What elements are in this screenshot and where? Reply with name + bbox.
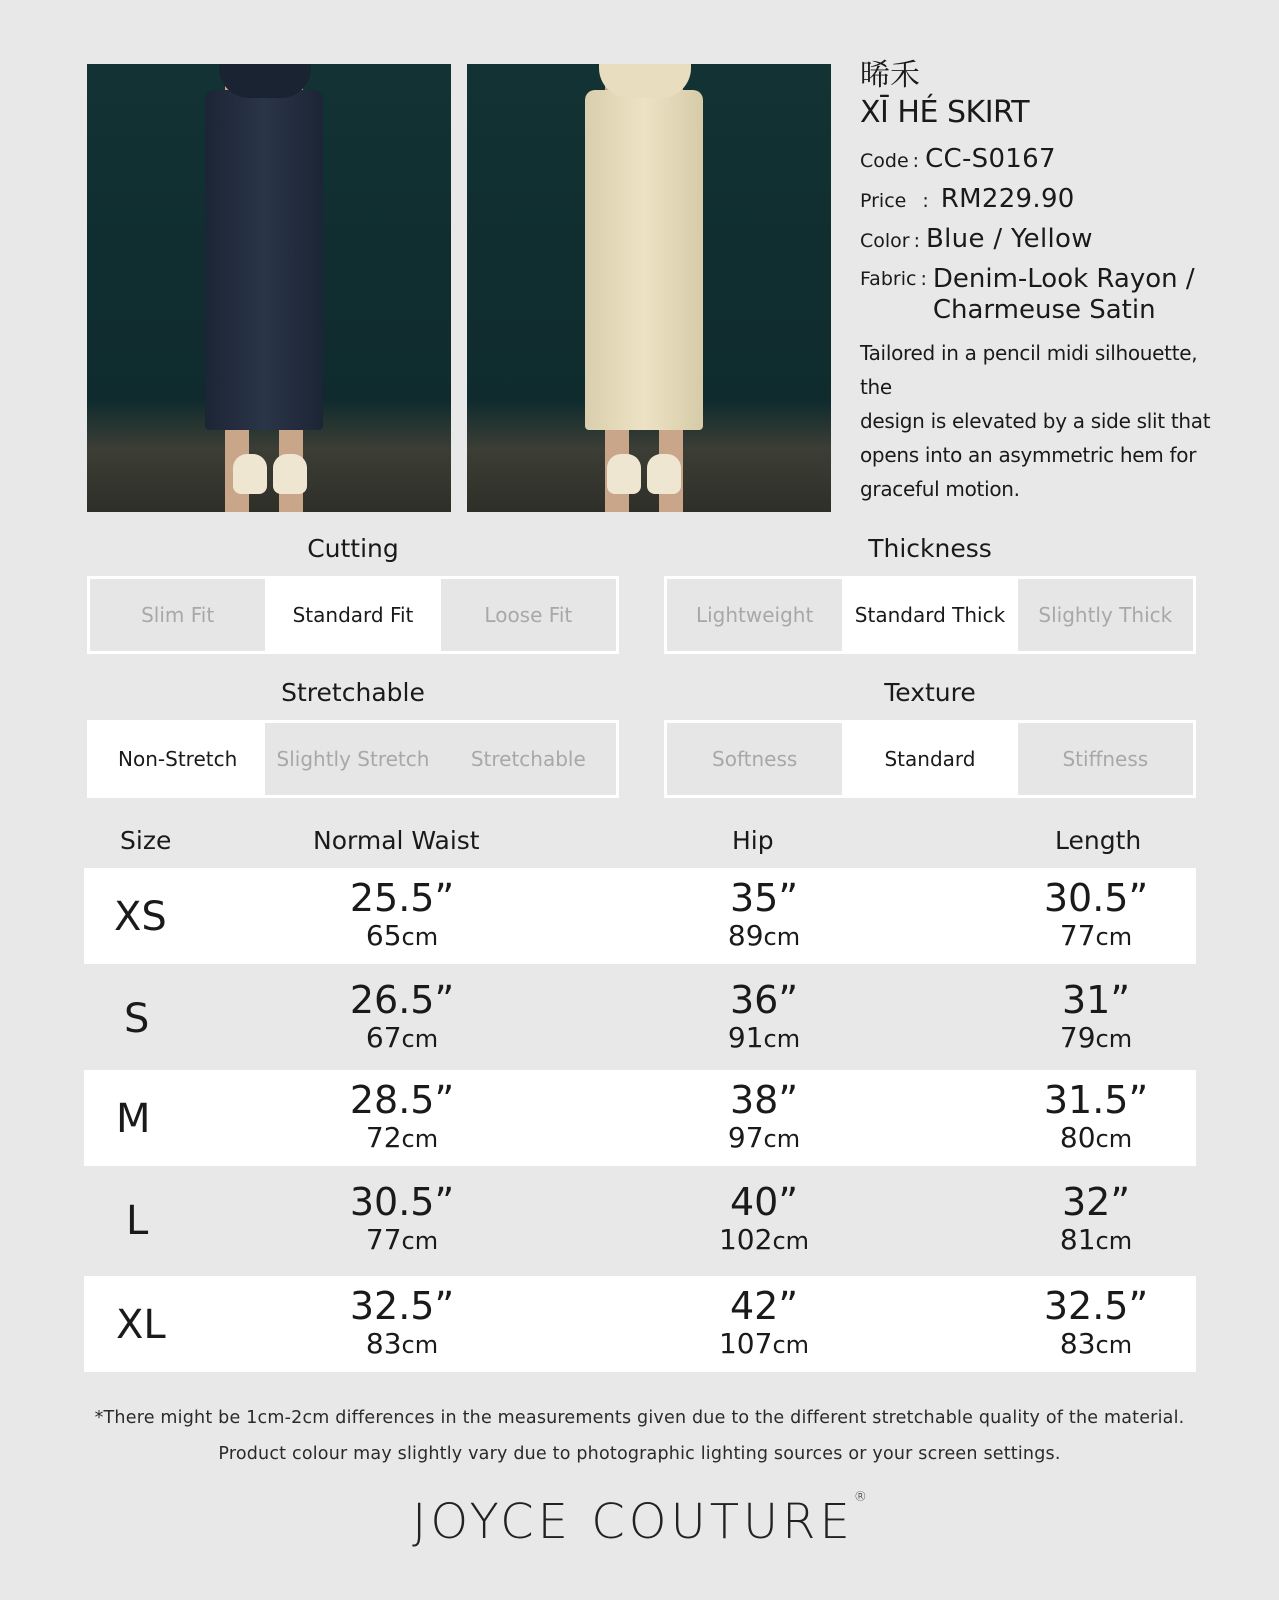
hip-cell: 35” 89cm <box>727 876 801 952</box>
size-label: S <box>124 996 150 1042</box>
thickness-option: Lightweight <box>695 603 814 627</box>
stretchable-scale <box>87 720 619 798</box>
table-row <box>84 1172 1196 1268</box>
vest-hem <box>599 64 691 98</box>
texture-title: Texture <box>884 678 976 707</box>
size-table-header <box>0 826 1279 866</box>
texture-option-selected: Standard <box>842 723 1017 795</box>
hip-cell: 42” 107cm <box>718 1284 810 1360</box>
skirt-shape <box>585 90 703 430</box>
product-chinese-name: 晞禾 <box>860 58 920 93</box>
thickness-scale <box>664 576 1196 654</box>
length-cell: 31.5” 80cm <box>1043 1078 1149 1154</box>
stretchable-title: Stretchable <box>281 678 425 707</box>
fabric-value: Denim-Look Rayon / Charmeuse Satin <box>932 264 1195 325</box>
color-row: Color : Blue / Yellow <box>860 224 1093 254</box>
table-row <box>84 970 1196 1066</box>
texture-option: Stiffness <box>1062 747 1149 771</box>
thickness-title: Thickness <box>868 534 992 563</box>
stretchable-option-selected: Non-Stretch <box>90 723 265 795</box>
header-waist: Normal Waist <box>313 826 480 855</box>
cutting-option-selected: Standard Fit <box>265 579 440 651</box>
length-cell: 31” 79cm <box>1059 978 1133 1054</box>
product-name: XĪ HÉ SKIRT <box>860 95 1030 130</box>
size-label: L <box>126 1198 149 1244</box>
stretchable-option: Slightly Stretch <box>276 747 430 771</box>
product-info <box>860 58 1220 506</box>
waist-cell: 32.5” 83cm <box>349 1284 455 1360</box>
blue-skirt-photo <box>87 64 451 512</box>
thickness-option-selected: Standard Thick <box>842 579 1017 651</box>
brand-logo: JOYCE COUTURE® <box>412 1490 867 1550</box>
product-description: Tailored in a pencil midi silhouette, the design is elevated by a side slit that opens into an asymmetric hem for graceful motion. <box>860 341 1211 501</box>
cutting-option: Slim Fit <box>141 603 215 627</box>
measurement-note: *There might be 1cm-2cm differences in the measurements given due to the different stretchable quality of the material. <box>94 1408 1185 1428</box>
stretchable-option: Stretchable <box>470 747 586 771</box>
color-value: Blue / Yellow <box>926 224 1093 254</box>
cutting-scale <box>87 576 619 654</box>
length-cell: 30.5” 77cm <box>1043 876 1149 952</box>
hip-cell: 36” 91cm <box>727 978 801 1054</box>
color-label: Color <box>860 230 910 252</box>
size-label: XS <box>114 894 167 940</box>
table-row <box>84 1070 1196 1166</box>
code-value: CC-S0167 <box>925 144 1056 174</box>
waist-cell: 26.5” 67cm <box>349 978 455 1054</box>
code-label: Code <box>860 150 909 172</box>
colour-note: Product colour may slightly vary due to photographic lighting sources or your screen settings. <box>218 1444 1061 1464</box>
hip-cell: 38” 97cm <box>727 1078 801 1154</box>
header-length: Length <box>1055 826 1142 855</box>
thickness-option: Slightly Thick <box>1038 603 1173 627</box>
hip-cell: 40” 102cm <box>718 1180 810 1256</box>
size-label: XL <box>116 1302 166 1348</box>
shoe <box>233 454 267 494</box>
waist-cell: 30.5” 77cm <box>349 1180 455 1256</box>
shoe <box>273 454 307 494</box>
price-value: RM229.90 <box>940 184 1075 214</box>
cutting-title: Cutting <box>307 534 399 563</box>
price-row: Price : RM229.90 <box>860 184 1075 214</box>
length-cell: 32.5” 83cm <box>1043 1284 1149 1360</box>
yellow-skirt-photo <box>467 64 831 512</box>
fabric-label: Fabric <box>860 268 917 290</box>
table-row <box>84 1276 1196 1372</box>
cutting-option: Loose Fit <box>484 603 573 627</box>
texture-scale <box>664 720 1196 798</box>
price-label: Price <box>860 190 907 212</box>
fabric-row: Fabric : Denim-Look Rayon / Charmeuse Satin <box>860 264 1195 325</box>
waist-cell: 25.5” 65cm <box>349 876 455 952</box>
header-hip: Hip <box>732 826 774 855</box>
table-row <box>84 868 1196 964</box>
length-cell: 32” 81cm <box>1059 1180 1133 1256</box>
header-size: Size <box>120 826 172 855</box>
shoe <box>647 454 681 494</box>
texture-option: Softness <box>712 747 798 771</box>
vest-hem <box>219 64 311 98</box>
skirt-shape <box>205 90 323 430</box>
size-label: M <box>116 1096 151 1142</box>
shoe <box>607 454 641 494</box>
code-row: Code : CC-S0167 <box>860 144 1056 174</box>
waist-cell: 28.5” 72cm <box>349 1078 455 1154</box>
